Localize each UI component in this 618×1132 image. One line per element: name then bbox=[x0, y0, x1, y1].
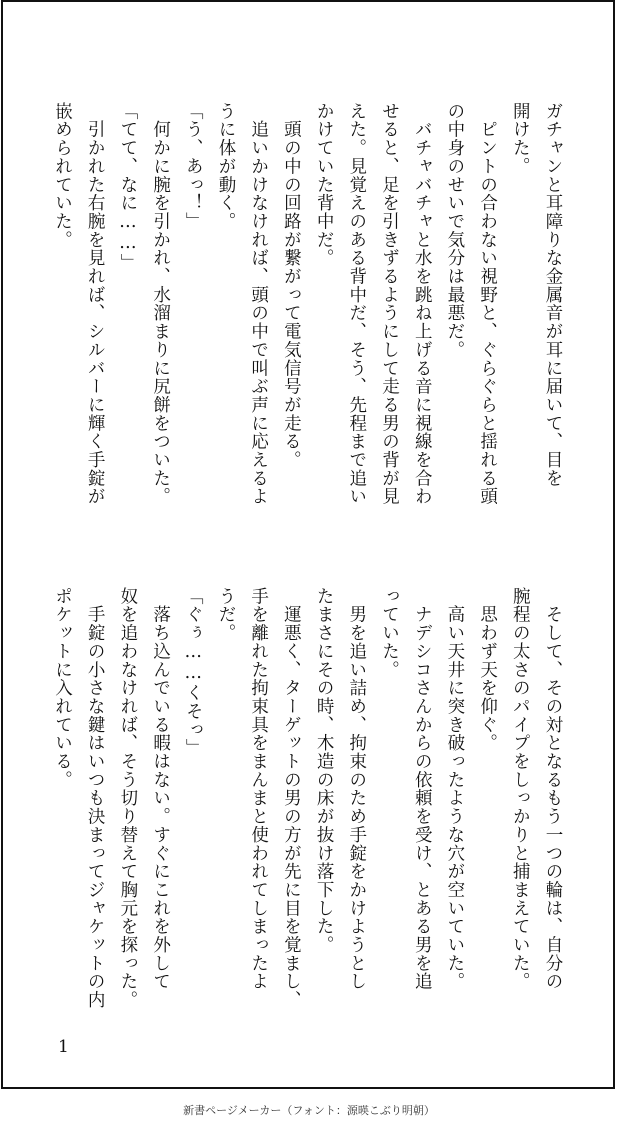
lower-text-block: そして、その対となるもう一つの輪は、自分の 腕程の太さのパイプをしっかりと捕まえていた。 思わず天を仰ぐ。 高い天井に突き破ったような穴が空いていた。 ナデシコさんからの依頼を受け、とある男を追 っていた。 男を追い詰め、拘束のため手錠をかけようとし たまさにその時、木造の床が抜け落下した。 運悪く、ターゲットの男の方が先に目を覚まし、 手を離れた拘束具をまんまと使われてしまったよ うだ。 「ぐぅ……くそっ」 落ち込んでいる暇はない。すぐにこれを外して 奴を追わなければ、そう切り替えて胸元を探った。 手錠の小さな鍵はいつも決まってジャケットの内 ポケットに入れている。 bbox=[52, 587, 563, 1010]
page-number: 1 bbox=[58, 1037, 69, 1057]
upper-text-block: ガチャンと耳障りな金属音が耳に届いて、目を 開けた。 ピントの合わない視野と、ぐらぐらと揺れる頭 の中身のせいで気分は最悪だ。 バチャバチャと水を跳ね上げる音に視線を合わ せると、足を引きずるようにして走る男の背が見 えた。見覚えのある背中だ、そう、先程まで追い かけていた背中だ。 頭の中の回路が繋がって電気信号が走る。 追いかけなければ、頭の中で叫ぶ声に応えるよ うに体が動く。 「う、あっ！」 何かに腕を引かれ、水溜まりに尻餅をついた。 「てて、なに……」 引かれた右腕を見れば、シルバーに輝く手錠が 嵌められていた。 bbox=[52, 102, 563, 506]
footer-credit: 新書ページメーカー（フォント：源暎こぶり明朝） bbox=[183, 1104, 435, 1117]
book-page bbox=[1, 0, 615, 1089]
